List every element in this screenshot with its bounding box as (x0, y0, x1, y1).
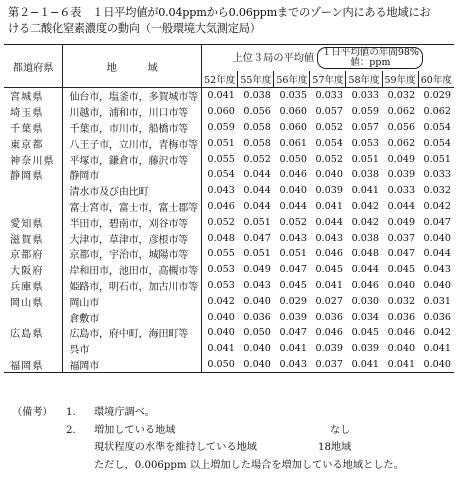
area-cell: 福岡市 (63, 357, 202, 373)
area-cell: 川越市，浦和市，川口市等 (63, 104, 202, 120)
table-row (4, 120, 454, 136)
area-cell: 富士宮市，富士市，富士郡等 (63, 199, 202, 215)
value-cell: 0.046 (207, 200, 235, 212)
value-cell: 0.049 (387, 216, 416, 228)
value-cell: 0.040 (387, 279, 416, 291)
value-cell: 0.057 (351, 121, 380, 133)
group-label: 上位３局の平均値 (232, 53, 315, 64)
prefecture-cell: 岡山県 (10, 297, 44, 309)
note-1-text: 環境庁調べ。 (94, 407, 156, 418)
value-cell: 0.050 (243, 327, 271, 339)
area-cell: 清水市及び由比町 (63, 183, 202, 199)
value-cell: 0.037 (315, 358, 343, 370)
value-cell: 0.038 (351, 232, 380, 244)
note-3 (8, 439, 453, 457)
value-cell: 0.047 (243, 232, 271, 244)
value-cell: 0.046 (279, 169, 307, 181)
year-header: 57年度 (310, 71, 346, 88)
year-header: 60年度 (418, 71, 454, 88)
value-cell: 0.039 (315, 343, 343, 355)
value-cell: 0.051 (243, 248, 271, 260)
value-cell: 0.042 (207, 295, 235, 307)
area-cell: 呉市 (63, 341, 202, 357)
table-row (4, 183, 454, 199)
value-cell: 0.060 (207, 106, 235, 118)
prefecture-cell (4, 183, 63, 199)
value-cell: 0.044 (387, 200, 416, 212)
value-cell: 0.041 (207, 90, 235, 102)
area-cell: 倉敷市 (63, 309, 202, 325)
value-cell: 0.039 (279, 311, 307, 323)
title-line-1: 第２−１−６表 １日平均値が0.04ppmから0.06ppmまでのゾーン内にある地域にお (8, 6, 431, 19)
value-cell: 0.040 (243, 295, 271, 307)
area-cell: 大津市，草津市，彦根市等 (63, 230, 202, 246)
value-cell: 0.061 (279, 137, 307, 149)
value-cell: 0.047 (279, 264, 307, 276)
table-row (4, 309, 454, 325)
prefecture-cell (4, 341, 63, 357)
prefecture-cell: 広島県 (10, 329, 44, 341)
value-cell: 0.044 (243, 185, 271, 197)
area-cell: 千葉市，市川市，船橋市等 (63, 120, 202, 136)
value-cell: 0.040 (279, 185, 307, 197)
value-cell: 0.034 (351, 311, 380, 323)
value-cell: 0.040 (423, 358, 451, 370)
value-cell: 0.058 (243, 137, 271, 149)
value-cell: 0.045 (315, 264, 343, 276)
prefecture-cell: 静岡県 (10, 171, 44, 183)
value-cell: 0.051 (423, 153, 451, 165)
note-4 (8, 457, 453, 475)
value-cell: 0.062 (387, 106, 416, 118)
table-title (8, 5, 453, 37)
table-row (4, 104, 454, 120)
value-cell: 0.045 (279, 279, 307, 291)
value-cell: 0.044 (351, 264, 380, 276)
value-cell: 0.041 (351, 185, 380, 197)
prefecture-cell: 滋賀県 (10, 234, 44, 246)
value-cell: 0.033 (387, 185, 416, 197)
value-cell: 0.044 (315, 216, 343, 228)
value-cell: 0.047 (279, 327, 307, 339)
prefecture-cell: 東京都 (10, 139, 44, 151)
value-cell: 0.041 (207, 343, 235, 355)
year-header: 56年度 (274, 71, 310, 88)
value-cell: 0.051 (207, 137, 235, 149)
year-header: 58年度 (346, 71, 382, 88)
note-3-value: 18地域 (318, 442, 352, 453)
value-cell: 0.046 (387, 327, 416, 339)
value-cell: 0.051 (279, 248, 307, 260)
value-cell: 0.040 (207, 327, 235, 339)
prefecture-cell: 千葉県 (10, 123, 44, 135)
value-cell: 0.032 (387, 295, 416, 307)
value-cell: 0.040 (423, 279, 451, 291)
value-cell: 0.042 (423, 327, 451, 339)
value-cell: 0.052 (315, 121, 343, 133)
value-cell: 0.035 (279, 90, 307, 102)
table-row (4, 88, 454, 104)
value-cell: 0.042 (351, 216, 380, 228)
area-cell: 京都市，宇治市，城陽市等 (63, 246, 202, 262)
prefecture-cell: 愛知県 (10, 218, 44, 230)
table-row (4, 293, 454, 309)
value-cell: 0.043 (279, 358, 307, 370)
value-cell: 0.048 (207, 232, 235, 244)
note-1 (8, 404, 453, 422)
prefecture-cell: 埼玉県 (10, 108, 44, 120)
value-cell: 0.062 (423, 106, 451, 118)
value-cell: 0.043 (243, 279, 271, 291)
value-cell: 0.056 (387, 121, 416, 133)
note-2-text: 増加している地域 (94, 424, 176, 436)
value-cell: 0.062 (387, 137, 416, 149)
table-row (4, 151, 454, 167)
value-cell: 0.041 (315, 279, 343, 291)
value-cell: 0.040 (315, 169, 343, 181)
note-1-number: 1. (66, 407, 76, 418)
no2-trend-table (4, 44, 454, 373)
value-cell: 0.040 (423, 232, 451, 244)
value-cell: 0.041 (279, 343, 307, 355)
table-row (4, 341, 454, 357)
value-cell: 0.043 (423, 264, 451, 276)
area-cell: 八王子市，立川市，青梅市等 (63, 135, 202, 151)
value-cell: 0.053 (351, 137, 380, 149)
value-cell: 0.050 (207, 358, 235, 370)
value-cell: 0.049 (387, 153, 416, 165)
table-row (4, 262, 454, 278)
table-body (4, 88, 454, 373)
value-cell: 0.031 (423, 295, 451, 307)
notes (8, 404, 453, 474)
value-cell: 0.036 (387, 311, 416, 323)
value-cell: 0.030 (351, 295, 380, 307)
prefecture-cell: 大阪府 (10, 266, 44, 278)
table-row (4, 357, 454, 373)
area-cell: 岡山市 (63, 293, 202, 309)
prefecture-cell: 兵庫県 (10, 281, 44, 293)
prefecture-cell: 京都府 (10, 250, 44, 262)
value-cell: 0.042 (423, 200, 451, 212)
prefecture-cell (4, 309, 63, 325)
note-3-text: 現状程度の水準を維持している地域 (94, 442, 257, 453)
value-cell: 0.040 (243, 358, 271, 370)
table-row (4, 135, 454, 151)
value-cell: 0.042 (351, 200, 380, 212)
value-cell: 0.029 (423, 90, 451, 102)
value-cell: 0.047 (423, 216, 451, 228)
value-cell: 0.050 (279, 153, 307, 165)
value-cell: 0.052 (207, 216, 235, 228)
value-cell: 0.054 (423, 137, 451, 149)
value-cell: 0.039 (351, 343, 380, 355)
value-cell: 0.044 (243, 169, 271, 181)
area-cell: 岸和田市，池田市，高槻市等 (63, 262, 202, 278)
value-cell: 0.041 (387, 358, 416, 370)
table-row (4, 199, 454, 215)
value-cell: 0.052 (279, 216, 307, 228)
value-cell: 0.046 (315, 248, 343, 260)
prefecture-cell: 神奈川県 (10, 155, 55, 167)
table-row (4, 278, 454, 294)
average-group-header (202, 45, 454, 72)
value-cell: 0.047 (387, 248, 416, 260)
value-cell: 0.053 (207, 264, 235, 276)
value-cell: 0.033 (423, 169, 451, 181)
value-cell: 0.048 (351, 248, 380, 260)
value-cell: 0.045 (351, 327, 380, 339)
value-cell: 0.041 (423, 343, 451, 355)
value-cell: 0.054 (315, 137, 343, 149)
value-cell: 0.055 (207, 248, 235, 260)
area-cell: 姫路市，明石市，加古川市等 (63, 278, 202, 294)
value-cell: 0.033 (351, 90, 380, 102)
value-cell: 0.054 (423, 121, 451, 133)
table-row (4, 167, 454, 183)
value-cell: 0.029 (279, 295, 307, 307)
prefecture-cell (4, 199, 63, 215)
value-cell: 0.040 (243, 343, 271, 355)
value-cell: 0.059 (351, 106, 380, 118)
note-4-text: ただし，0.006ppm 以上増加した場合を増加している地域とした。 (94, 459, 404, 471)
value-cell: 0.032 (423, 185, 451, 197)
value-cell: 0.057 (315, 106, 343, 118)
value-cell: 0.033 (315, 90, 343, 102)
value-cell: 0.052 (315, 153, 343, 165)
area-cell: 広島市，府中町，海田町等 (63, 325, 202, 341)
note-2-value: なし (330, 424, 351, 436)
value-cell: 0.054 (207, 169, 235, 181)
value-cell: 0.051 (243, 216, 271, 228)
value-cell: 0.036 (315, 311, 343, 323)
value-cell: 0.058 (243, 121, 271, 133)
prefecture-cell: 宮城県 (10, 92, 44, 104)
value-cell: 0.044 (279, 200, 307, 212)
value-cell: 0.040 (207, 311, 235, 323)
year-header: 55年度 (238, 71, 274, 88)
area-cell: 半田市，碧南市，刈谷市等 (63, 214, 202, 230)
value-cell: 0.041 (351, 358, 380, 370)
value-cell: 0.039 (387, 169, 416, 181)
value-cell: 0.038 (351, 169, 380, 181)
note-2-number: 2. (66, 424, 76, 436)
value-cell: 0.044 (423, 248, 451, 260)
prefecture-header: 都道府県 (4, 45, 63, 88)
value-cell: 0.049 (243, 264, 271, 276)
value-cell: 0.036 (243, 311, 271, 323)
table-row (4, 214, 454, 230)
unit-label: １日平均値の年間98%値：ppm (317, 47, 423, 69)
value-cell: 0.053 (207, 279, 235, 291)
value-cell: 0.041 (315, 200, 343, 212)
value-cell: 0.045 (387, 264, 416, 276)
value-cell: 0.055 (207, 153, 235, 165)
area-header: 地 域 (63, 45, 202, 88)
value-cell: 0.040 (387, 343, 416, 355)
area-cell: 平塚市，鎌倉市，藤沢市等 (63, 151, 202, 167)
year-header: 52年度 (202, 71, 238, 88)
value-cell: 0.059 (207, 121, 235, 133)
area-cell: 仙台市，塩釜市，多賀城市等 (63, 88, 202, 104)
value-cell: 0.038 (243, 90, 271, 102)
table-row (4, 230, 454, 246)
value-cell: 0.056 (243, 106, 271, 118)
table-row (4, 246, 454, 262)
area-cell: 静岡市 (63, 167, 202, 183)
value-cell: 0.032 (387, 90, 416, 102)
value-cell: 0.060 (279, 106, 307, 118)
notes-label: （備考） (12, 407, 53, 418)
value-cell: 0.043 (207, 185, 235, 197)
value-cell: 0.036 (423, 311, 451, 323)
value-cell: 0.046 (315, 327, 343, 339)
table-row (4, 325, 454, 341)
value-cell: 0.043 (315, 232, 343, 244)
value-cell: 0.027 (315, 295, 343, 307)
value-cell: 0.039 (315, 185, 343, 197)
prefecture-cell: 福岡県 (10, 360, 44, 372)
value-cell: 0.046 (351, 279, 380, 291)
note-2 (8, 422, 453, 440)
title-line-2: ける二酸化窒素濃度の動向（一般環境大気測定局） (8, 22, 261, 35)
value-cell: 0.044 (243, 200, 271, 212)
value-cell: 0.043 (279, 232, 307, 244)
value-cell: 0.052 (243, 153, 271, 165)
value-cell: 0.060 (279, 121, 307, 133)
value-cell: 0.037 (387, 232, 416, 244)
year-header: 59年度 (382, 71, 418, 88)
value-cell: 0.051 (351, 153, 380, 165)
